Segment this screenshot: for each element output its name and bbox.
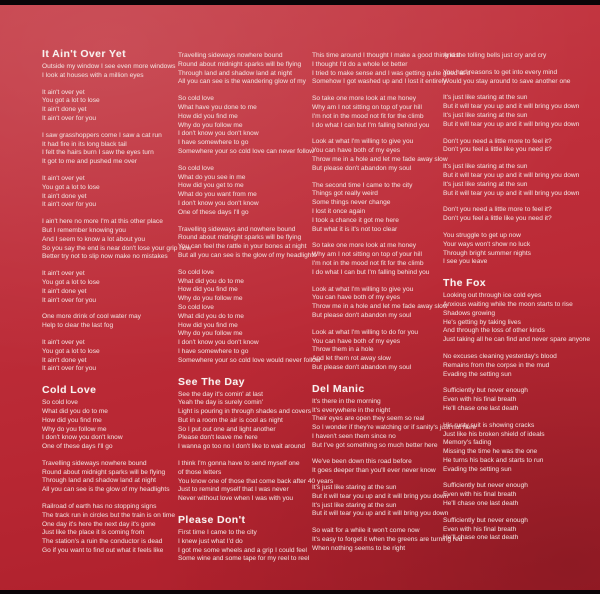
lyric-line: Memory's fading — [443, 439, 492, 447]
lyric-line: of those letters — [178, 468, 222, 476]
lyric-line: See the day it's comin' at last — [178, 390, 263, 398]
lyric-line: I don't know you don't know — [42, 434, 123, 442]
lyric-line: What did you do to me — [178, 312, 244, 320]
lyric-line: I see you leave — [443, 258, 488, 266]
lyric-line: How did you find me — [178, 321, 238, 329]
lyric-line: Why am I not sitting on top of your hill — [312, 251, 422, 259]
lyric-stanza — [312, 182, 444, 235]
lyric-line: What do you want from me — [178, 191, 257, 199]
lyric-line: I haven't seen them since no — [312, 432, 396, 440]
lyric-line: It goes deeper than you'll ever never know — [312, 467, 436, 475]
lyric-line: So cold love — [178, 164, 214, 172]
lyric-line: You can have both of my eyes — [312, 147, 401, 155]
lyric-line: You got a lot to lose — [42, 97, 100, 105]
lyric-line: So cold love — [178, 268, 214, 276]
lyric-stanza — [443, 163, 580, 198]
lyric-line: The second time I came to the city — [312, 181, 413, 189]
lyric-line: I don't know you don't know — [178, 199, 259, 207]
lyric-line: It's just like staring at the sun — [312, 484, 397, 492]
lyric-line: So I wonder if they're watching or if sanity's just not here — [312, 424, 477, 432]
lyric-stanza — [42, 132, 174, 167]
song-title: Del Manic — [312, 382, 365, 395]
lyric-line: It ain't over for you — [42, 296, 97, 304]
lyric-stanza — [443, 517, 575, 543]
lyric-line: I got me some wheels and a grip I could feel — [178, 546, 308, 554]
lyric-line: Just like his broken shield of ideals — [443, 430, 545, 438]
lyric-line: Somewhere your so cold love would never follow — [178, 356, 321, 364]
lyric-line: It's easy to forget it when the greens are turning red — [312, 536, 463, 544]
song-title: Please Don't — [178, 514, 246, 527]
lyric-line: I do what I can but I'm falling behind you — [312, 121, 430, 129]
lyric-line: Why do you follow me — [42, 425, 107, 433]
lyric-line: Missing the time he was the one — [443, 448, 538, 456]
lyric-line: You struggle to get up now — [443, 231, 521, 239]
lyric-stanza — [443, 232, 575, 267]
lyric-line: I saw grasshoppers come I saw a cat run — [42, 131, 162, 139]
lyric-line: It ain't done yet — [42, 287, 87, 295]
lyric-line: Just taking all he can find and never spare anyone — [443, 336, 590, 344]
lyric-line: Evading the setting sun — [443, 465, 512, 473]
lyric-line: First time I came to the city — [178, 529, 257, 537]
lyric-stanza — [443, 387, 575, 413]
lyric-line: Please don't leave me here — [178, 434, 258, 442]
lyric-line: Somehow I got washed up and I lost it entirely — [312, 78, 447, 86]
lyric-line: Remains from the corpse in the mud — [443, 361, 550, 369]
lyric-line: But it will tear you up and it will bring you down — [443, 189, 580, 197]
lyric-line: It's there in the morning — [312, 397, 381, 405]
lyric-line: How did you find me — [178, 112, 238, 120]
lyric-line: Go if you want to find out what it feels like — [42, 547, 164, 555]
lyric-line: I think I'm gonna have to send myself one — [178, 460, 300, 468]
lyric-line: Look at what I'm willing to give you — [312, 285, 414, 293]
lyric-line: It ain't done yet — [42, 106, 87, 114]
lyric-line: Just to remind myself that I was never — [178, 486, 289, 494]
lyric-line: But it will tear you up and it will bring you down — [443, 171, 580, 179]
lyric-line: It had fire in its long black tail — [42, 140, 127, 148]
lyric-line: Through land and shadow land at night — [178, 69, 293, 77]
lyric-line: Why do you follow me — [178, 295, 243, 303]
lyric-stanza — [42, 399, 174, 452]
lyric-line: I thought I'd do a whole lot better — [312, 60, 408, 68]
lyric-line: I took a chance it got me here — [312, 216, 399, 224]
lyric-line: It ain't done yet — [42, 356, 87, 364]
lyric-line: Never without love when I was with you — [178, 495, 294, 503]
lyric-line: You know one of those that come back after 40 years — [178, 477, 334, 485]
lyric-line: Don't you need a little more to feel it? — [443, 206, 552, 214]
lyric-line: But I remember knowing you — [42, 226, 126, 234]
lyric-line: Their eyes are open they seem so real — [312, 415, 425, 423]
lyric-line: You had reasons to get into every mind — [443, 68, 558, 76]
lyric-line: Even with his final breath — [443, 396, 517, 404]
lyric-line: What did you do to me — [42, 407, 108, 415]
photo-edge-top — [0, 0, 600, 5]
lyric-line: So cold love — [42, 399, 78, 407]
lyric-line: This time around I thought I make a good thing last — [312, 52, 461, 59]
lyric-line: And I seem to know a lot about you — [42, 235, 145, 243]
lyrics-column-4 — [443, 52, 590, 551]
lyric-line: One of these days I'll go — [42, 443, 113, 451]
lyric-line: Shadows growing — [443, 309, 496, 317]
lyric-line: I ain't here no more I'm at this other place — [42, 218, 163, 226]
lyric-line: It's just like staring at the sun — [443, 163, 528, 171]
lyric-line: But please don't abandon my soul — [312, 311, 412, 319]
lyric-stanza — [443, 138, 575, 156]
lyric-line: One more drink of cool water may — [42, 313, 141, 321]
lyric-line: Travelling sideways nowhere bound — [178, 52, 283, 59]
lyric-line: Look at what I'm willing to give you — [312, 138, 414, 146]
lyric-line: I'm not in the mood not fit for the climb — [312, 112, 424, 120]
lyric-stanza — [42, 460, 174, 495]
lyric-stanza — [443, 206, 575, 224]
lyric-line: Would you stay around to save another one — [443, 77, 571, 85]
lyric-stanza — [312, 458, 444, 476]
lyric-line: It's just like staring at the sun — [443, 180, 528, 188]
lyric-line: I have somewhere to go — [178, 347, 249, 355]
lyric-line: No excuses cleaning yesterday's blood — [443, 352, 557, 360]
lyric-line: I lost it once again — [312, 207, 366, 215]
lyric-stanza — [42, 313, 174, 331]
lyric-line: So cold love — [178, 303, 214, 311]
lyric-stanza — [42, 218, 192, 262]
lyric-line: It ain't over yet — [42, 270, 85, 278]
lyric-line: Through land and shadow land at night — [42, 477, 157, 485]
lyric-line: Look at what I'm willing to do for you — [312, 328, 419, 336]
lyric-line: His rusty suit is showing cracks — [443, 421, 535, 429]
lyric-line: What do you see in me — [178, 173, 246, 181]
lyric-line: How did you get to me — [178, 182, 244, 190]
lyric-line: Round about midnight sparks will be flying — [178, 60, 302, 68]
lyric-line: Yeah the day is surely comin' — [178, 399, 263, 407]
lyric-stanza — [443, 94, 580, 129]
lyric-line: It ain't over yet — [42, 338, 85, 346]
lyric-stanza — [312, 527, 463, 553]
song-title: Cold Love — [42, 384, 97, 397]
lyric-stanza — [312, 484, 449, 519]
lyric-stanza — [312, 52, 470, 87]
song-title: The Fox — [443, 277, 487, 290]
lyric-stanza — [443, 353, 575, 379]
lyric-line: Help to clear the last fog — [42, 322, 114, 330]
lyric-line: Round about midnight sparks will be flying — [42, 468, 166, 476]
lyric-stanza — [178, 268, 321, 366]
lyric-line: Sufficiently but never enough — [443, 516, 528, 524]
lyric-stanza — [178, 95, 314, 157]
lyric-line: Through bright summer nights — [443, 249, 531, 257]
lyric-line: I'm not in the mood not fit for the climb — [312, 259, 424, 267]
lyric-line: What did you do to me — [178, 277, 244, 285]
lyric-line: I don't know you don't know — [178, 130, 259, 138]
lyric-line: Somewhere your so cold love can never follow — [178, 147, 314, 155]
lyric-line: He'll chase one last death — [443, 404, 519, 412]
lyric-line: You can have both of my eyes — [312, 337, 401, 345]
lyric-line: It got to me and pushed me over — [42, 158, 137, 166]
lyric-line: But in a room the air is cool as night — [178, 416, 283, 424]
lyric-line: Anxious waiting while the moon starts to rise — [443, 300, 573, 308]
lyric-line: And let them rot away slow — [312, 355, 391, 363]
lyric-line: But it will tear you up and it will bring you down — [443, 120, 580, 128]
lyric-line: Your ways won't show no luck — [443, 240, 531, 248]
lyric-line: Just like the place it is coming from — [42, 529, 145, 537]
lyric-line: I knew just what I'd do — [178, 537, 243, 545]
lyric-line: So cold love — [178, 95, 214, 103]
lyric-line: But it will tear you up and it will bring you down — [312, 510, 449, 518]
lyric-line: But I've got something so much better here — [312, 441, 438, 449]
lyric-stanza — [42, 270, 174, 305]
lyric-line: But all you can see is the glow of my headlights — [178, 251, 317, 259]
lyric-line: It ain't over yet — [42, 174, 85, 182]
lyric-line: So you say the end is near don't lose your grip now — [42, 244, 192, 252]
lyric-line: It ain't done yet — [42, 192, 87, 200]
lyric-line: He'll chase one last death — [443, 534, 519, 542]
lyric-line: Throw me in a hole and let me fade away slow — [312, 303, 448, 311]
lyric-stanza — [178, 165, 310, 218]
lyric-stanza — [178, 529, 310, 564]
lyric-line: Why do you follow me — [178, 121, 243, 129]
song-title: It Ain't Over Yet — [42, 48, 126, 60]
lyric-line: The station's a ruin the conductor is dead — [42, 538, 163, 546]
lyric-line: What have you done to me — [178, 103, 257, 111]
lyric-line: Travelling sideways nowhere bound — [42, 459, 147, 467]
lyric-line: When nothing seems to be right — [312, 544, 406, 552]
lyric-line: Don't you feel a little like you need it? — [443, 146, 552, 154]
lyric-line: We've been down this road before — [312, 458, 412, 466]
lyric-line: Throw me in a hole and let me fade away slow — [312, 155, 448, 163]
lyric-line: Evading the setting sun — [443, 370, 512, 378]
lyric-stanza — [443, 422, 575, 475]
lyric-line: So take one more look at me honey — [312, 95, 417, 103]
lyric-line: Why am I not sitting on top of your hill — [312, 103, 422, 111]
lyric-stanza — [312, 95, 444, 130]
lyric-line: It ain't over yet — [42, 88, 85, 96]
lyric-line: It ain't over for you — [42, 365, 97, 373]
lyric-line: It's just like staring at the sun — [443, 94, 528, 102]
lyric-stanza — [42, 63, 174, 81]
lyric-line: I don't know you don't know — [178, 339, 259, 347]
lyric-line: You got a lot to lose — [42, 183, 100, 191]
lyric-stanza — [178, 391, 310, 453]
lyric-line: So I put out one and light another — [178, 425, 276, 433]
lyric-line: One day it's here the next day it's gone — [42, 520, 156, 528]
lyric-line: Outside my window I see even more windows — [42, 63, 176, 70]
lyric-line: Even with his final breath — [443, 491, 517, 499]
lyric-stanza — [42, 175, 174, 210]
lyric-line: How did you find me — [42, 416, 102, 424]
lyric-line: I do what I can but I'm falling behind you — [312, 268, 430, 276]
lyric-line: I felt the hairs burn I saw the eyes turn — [42, 149, 154, 157]
lyric-stanza — [178, 225, 317, 261]
lyric-line: And the tolling bells just cry and cry — [443, 52, 547, 59]
lyric-stanza — [42, 339, 174, 374]
lyric-stanza — [42, 89, 174, 124]
lyric-line: You can have both of my eyes — [312, 294, 401, 302]
lyric-stanza — [443, 482, 575, 508]
lyric-line: Don't you need a little more to feel it? — [443, 137, 552, 145]
lyric-stanza — [178, 52, 310, 87]
lyric-line: It ain't over for you — [42, 114, 97, 122]
lyric-line: Some wine and some tape for my reel to reel — [178, 555, 310, 563]
lyric-line: And through the loss of other kinds — [443, 327, 545, 335]
lyric-line: How did you find me — [178, 286, 238, 294]
lyric-line: Sufficiently but never enough — [443, 387, 528, 395]
lyric-line: It ain't over for you — [42, 201, 97, 209]
lyric-line: But it will tear you up and it will bring you down — [443, 103, 580, 111]
lyric-line: You got a lot to lose — [42, 278, 100, 286]
lyric-line: He turns his back and starts to run — [443, 456, 544, 464]
lyric-line: Railroad of earth has no stopping signs — [42, 503, 157, 511]
lyric-line: But please don't abandon my soul — [312, 363, 412, 371]
lyric-line: Light is pouring in through shades and covers — [178, 408, 312, 416]
lyrics-column-1 — [42, 46, 192, 564]
lyric-line: You can feel the rattle in your bones at night — [178, 243, 307, 251]
lyric-line: It's just like staring at the sun — [312, 501, 397, 509]
lyric-line: Looking out through ice cold eyes — [443, 292, 542, 300]
lyric-stanza — [42, 503, 174, 556]
lyric-line: Why do you follow me — [178, 330, 243, 338]
lyric-line: I wanna go too no I don't like to wait around — [178, 443, 305, 451]
song-title: See The Day — [178, 375, 245, 388]
lyric-line: It's everywhere in the night — [312, 406, 391, 414]
lyric-line: It's just like staring at the sun — [443, 111, 528, 119]
lyric-stanza — [312, 285, 448, 321]
lyric-line: Throw them in a hole — [312, 346, 374, 354]
lyric-line: He'll chase one last death — [443, 500, 519, 508]
lyric-line: Some things never change — [312, 199, 391, 207]
lyric-line: Don't you feel a little like you need it? — [443, 215, 552, 223]
lyric-line: Round about midnight sparks will be flying — [178, 234, 302, 242]
lyric-line: Things got really weird — [312, 190, 378, 198]
lyric-line: So take one more look at me honey — [312, 242, 417, 250]
lyric-line: Even with his final breath — [443, 525, 517, 533]
lyric-stanza — [312, 138, 448, 173]
lyric-stanza — [443, 69, 575, 87]
lyric-line: You got a lot to lose — [42, 347, 100, 355]
lyric-line: I tried to make sense and I was getting quite good at it — [312, 69, 470, 77]
lyrics-column-2 — [178, 52, 334, 572]
lyric-line: Better try not to slip now make no mistakes — [42, 253, 168, 261]
lyric-stanza — [443, 292, 590, 345]
lyric-line: He's getting by taking lives — [443, 318, 521, 326]
lyric-line: I have somewhere to go — [178, 139, 249, 147]
lyric-line: All you can see is the glow of my headlights — [42, 486, 170, 494]
lyric-line: Sufficiently but never enough — [443, 482, 528, 490]
lyric-line: The track run in circles but the train is on time — [42, 511, 176, 519]
lyric-line: But what it is it's not too clear — [312, 225, 398, 233]
lyric-stanza — [443, 52, 575, 61]
lyric-line: So wait for a while it won't come now — [312, 527, 420, 535]
lyric-stanza — [178, 460, 334, 504]
lyric-stanza — [312, 329, 444, 373]
lyric-line: One of these days I'll go — [178, 208, 249, 216]
lyric-line: But please don't abandon my soul — [312, 164, 412, 172]
lyric-stanza — [312, 242, 444, 277]
photo-edge-bottom — [0, 590, 600, 594]
lyric-line: I look at houses with a million eyes — [42, 71, 144, 79]
lyric-line: All you can see is the wandering glow of my — [178, 78, 306, 86]
lyric-line: But it will tear you up and it will bring you down — [312, 492, 449, 500]
lyric-line: Travelling sideways and nowhere bound — [178, 225, 296, 233]
